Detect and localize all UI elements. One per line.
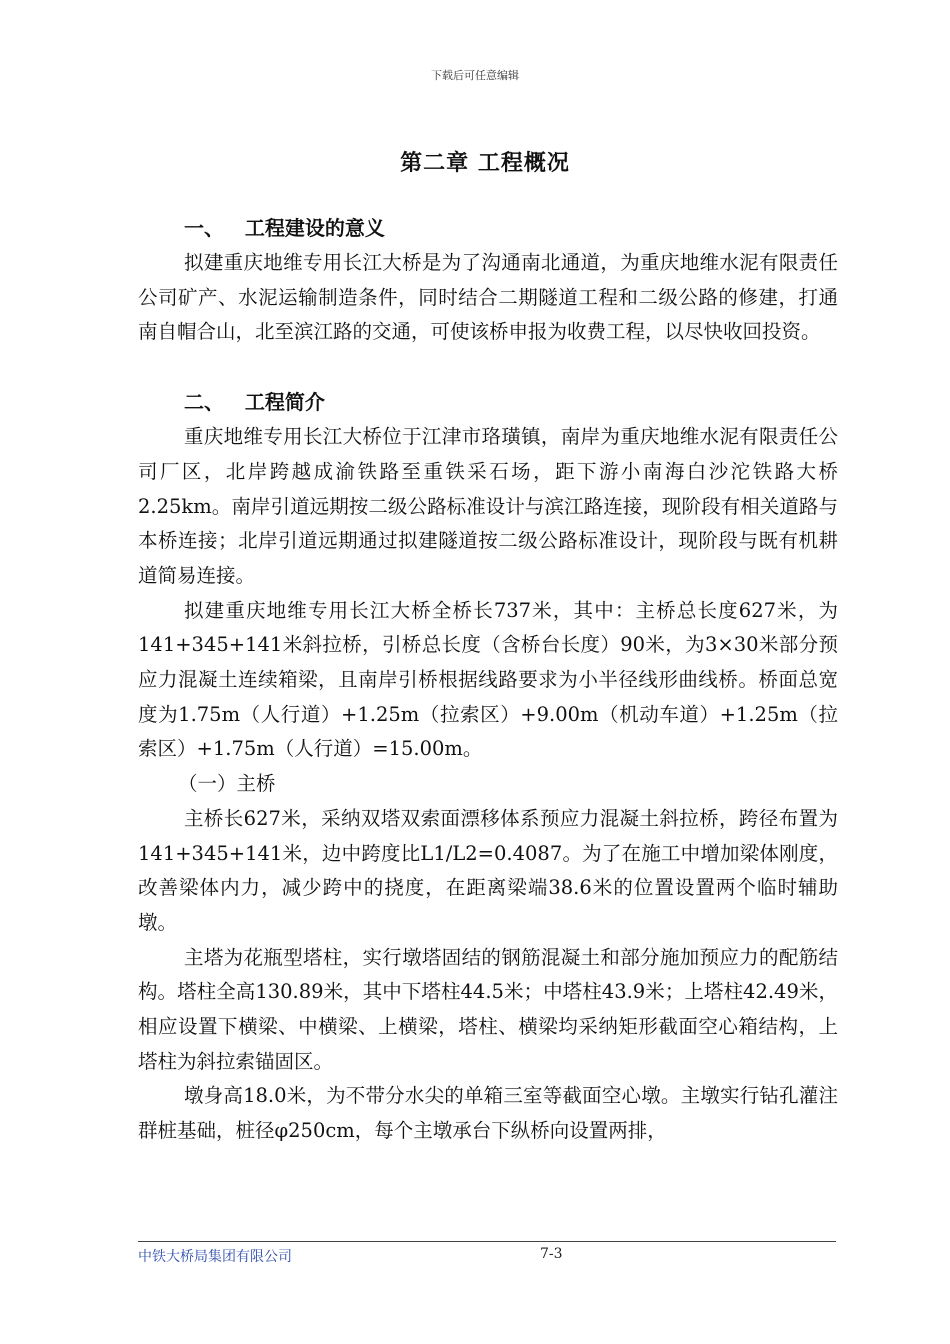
- section-heading-overview: 二、 工程简介: [184, 390, 325, 415]
- spacer: [138, 350, 838, 384]
- paragraph: 墩身高18.0米，为不带分水尖的单箱三室等截面空心墩。主墩实行钻孔灌注群桩基础，桩径φ250cm，每个主墩承台下纵桥向设置两排，: [138, 1084, 838, 1143]
- footer-company: 中铁大桥局集团有限公司: [138, 1249, 292, 1265]
- document-body: [138, 210, 838, 1149]
- paragraph: 拟建重庆地维专用长江大桥是为了沟通南北通道，为重庆地维水泥有限责任公司矿产、水泥运输制造条件，同时结合二期隧道工程和二级公路的修建，打通南自帽合山，北至滨江路的交通，可使该桥申报为收费工程，以尽快收回投资。: [138, 251, 838, 344]
- paragraph: 主桥长627米，采纳双塔双索面漂移体系预应力混凝土斜拉桥，跨径布置为141+345+141米，边中跨度比L1/L2=0.4087。为了在施工中增加梁体刚度，改善梁体内力，减少跨中的挠度，在距离梁端38.6米的位置设置两个临时辅助墩。: [138, 806, 838, 934]
- chapter-title: 第二章 工程概况: [400, 150, 570, 176]
- subsection-heading-main-bridge: （一）主桥: [178, 772, 276, 796]
- section-heading-significance: 一、 工程建设的意义: [184, 216, 385, 240]
- paragraph: 主塔为花瓶型塔柱，实行墩塔固结的钢筋混凝土和部分施加预应力的配筋结构。塔柱全高130.89米，其中下塔柱44.5米；中塔柱43.9米；上塔柱42.49米，相应设置下横梁、中横梁、上横梁，塔柱、横梁均采纳矩形截面空心箱结构，上塔柱为斜拉索锚固区。: [138, 945, 838, 1073]
- header-note: 下载后可任意编辑: [431, 69, 519, 82]
- footer-divider: [138, 1241, 836, 1242]
- paragraph: 拟建重庆地维专用长江大桥全桥长737米，其中：主桥总长度627米，为141+345+141米斜拉桥，引桥总长度（含桥台长度）90米，为3×30米部分预应力混凝土连续箱梁，且南岸引桥根据线路要求为小半径线形曲线桥。桥面总宽度为1.75m（人行道）+1.25m（拉索区）+9.00m（机动车道）+1.25m（拉索区）+1.75m（人行道）=15.00m。: [138, 598, 838, 761]
- footer-page-number: 7-3: [540, 1246, 563, 1262]
- paragraph: 重庆地维专用长江大桥位于江津市珞璜镇，南岸为重庆地维水泥有限责任公司厂区，北岸跨越成渝铁路至重铁采石场，距下游小南海白沙沱铁路大桥2.25km。南岸引道远期按二级公路标准设计与滨江路连接，现阶段有相关道路与本桥连接；北岸引道远期通过拟建隧道按二级公路标准设计，现阶段与既有机耕道简易连接。: [138, 425, 838, 587]
